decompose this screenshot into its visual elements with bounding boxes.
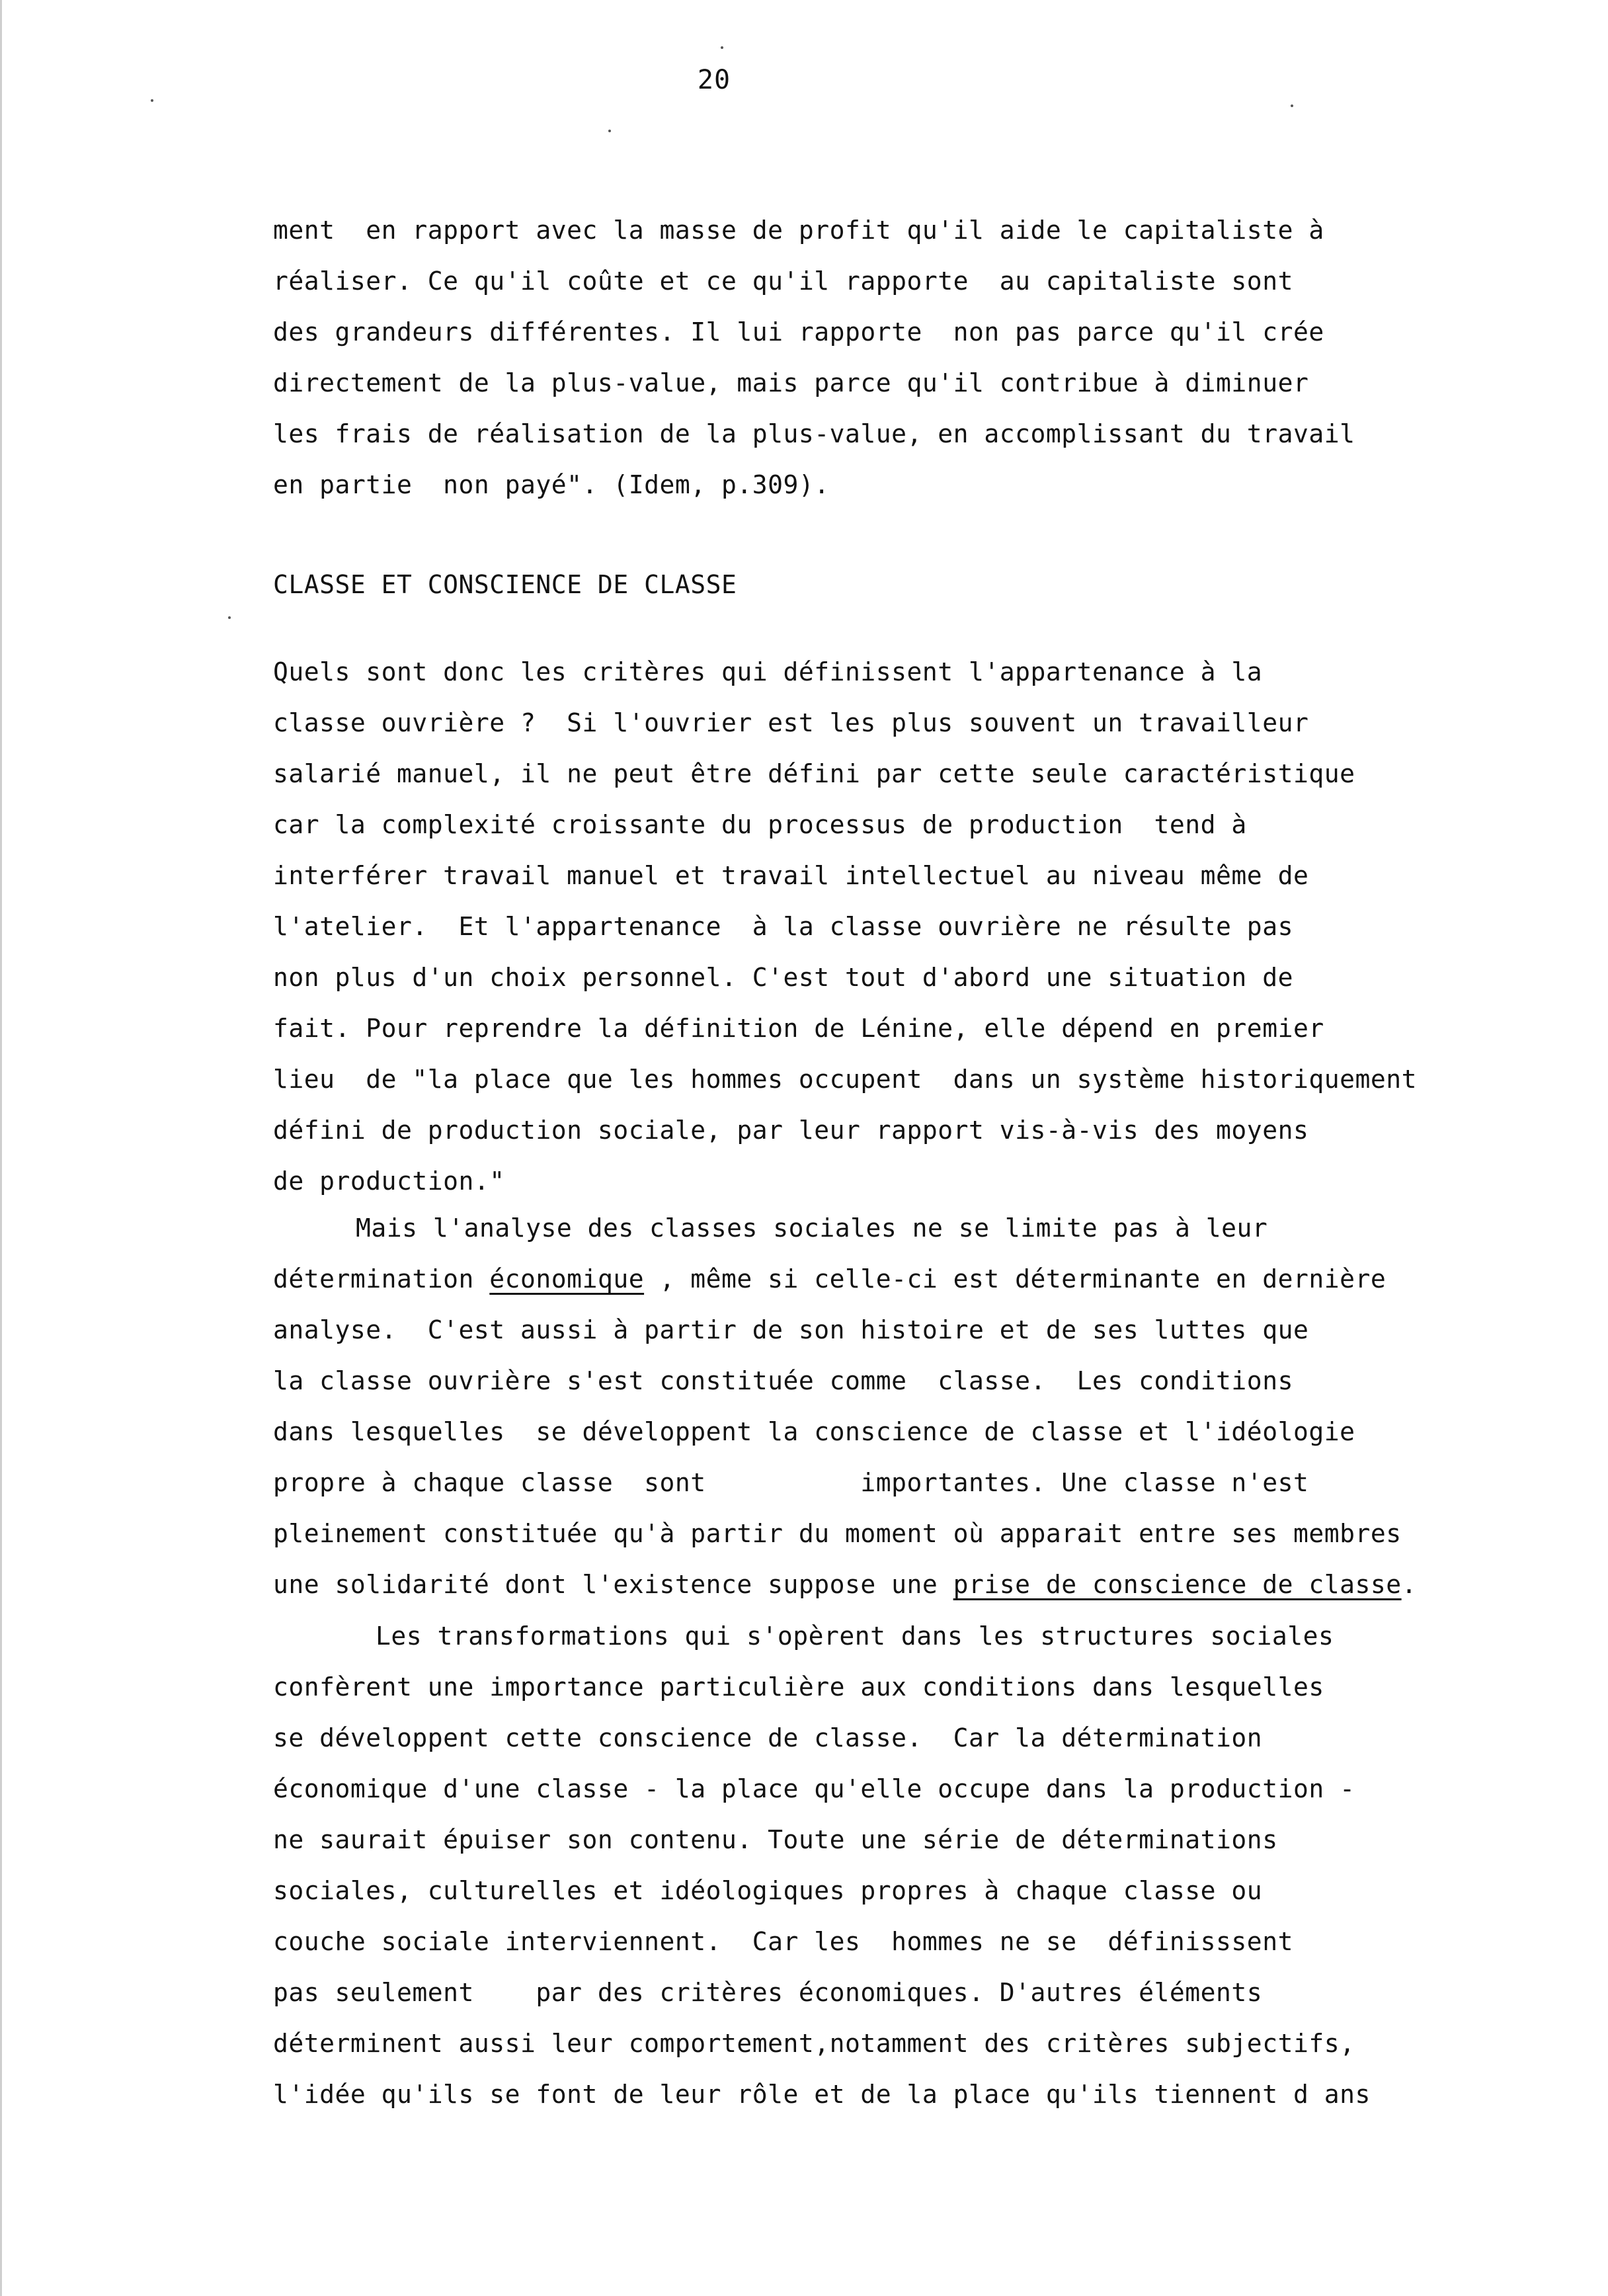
text-line: Quels sont donc les critères qui définissent l'appartenance à la [273,657,1263,686]
text-line: Les transformations qui s'opèrent dans les structures sociales [376,1621,1334,1651]
text-line: l'atelier. Et l'appartenance à la classe ouvrière ne résulte pas [273,912,1293,941]
scan-speck [151,99,153,102]
page-left-edge [0,0,2,2296]
paragraph-quote-end [273,205,1569,511]
text-line: pleinement constituée qu'à partir du moment où apparait entre ses membres [273,1519,1402,1548]
text-line: réaliser. Ce qu'il coûte et ce qu'il rapporte au capitaliste sont [273,266,1293,296]
text-line: ne saurait épuiser son contenu. Toute une série de déterminations [273,1825,1278,1854]
text-line: classe ouvrière ? Si l'ouvrier est les plus souvent un travailleur [273,708,1309,737]
text-line: propre à chaque classe sont importantes. Une classe n'est [273,1468,1309,1497]
paragraph-class-consciousness [273,1611,1569,2120]
text-line: économique d'une classe - la place qu'elle occupe dans la production - [273,1774,1355,1803]
text-line: les frais de réalisation de la plus-value, en accomplissant du travail [273,419,1355,448]
paragraph-class-analysis [273,1203,1569,1610]
text-line: l'idée qu'ils se font de leur rôle et de la place qu'ils tiennent d ans [273,2080,1371,2109]
text-line: sociales, culturelles et idéologiques propres à chaque classe ou [273,1876,1263,1905]
text-line: la classe ouvrière s'est constituée comme classe. Les conditions [273,1366,1293,1395]
section-heading: CLASSE ET CONSCIENCE DE CLASSE [273,570,737,599]
text-line: couche sociale interviennent. Car les hommes ne se définisssent [273,1927,1293,1956]
text-segment: détermination [273,1264,490,1293]
page-number: 20 [697,65,731,95]
text-line: analyse. C'est aussi à partir de son histoire et de ses luttes que [273,1315,1309,1344]
scan-speck [608,130,611,132]
text-line: fait. Pour reprendre la définition de Lénine, elle dépend en premier [273,1014,1324,1043]
text-line: confèrent une importance particulière aux conditions dans lesquelles [273,1672,1324,1702]
underlined-text: économique [489,1264,645,1293]
scan-speck [1291,104,1293,107]
text-line [273,1254,1569,1305]
text-segment: . [1401,1570,1417,1599]
underlined-text: prise de conscience de classe [953,1570,1402,1599]
paragraph-class-criteria [273,647,1569,1207]
text-line: défini de production sociale, par leur rapport vis-à-vis des moyens [273,1116,1309,1145]
text-line: de production." [273,1167,505,1196]
text-line: des grandeurs différentes. Il lui rapporte non pas parce qu'il crée [273,317,1324,347]
text-line: interférer travail manuel et travail intellectuel au niveau même de [273,861,1309,890]
text-line: ment en rapport avec la masse de profit qu'il aide le capitaliste à [273,216,1324,245]
text-line [273,1559,1569,1610]
text-line: déterminent aussi leur comportement,notamment des critères subjectifs, [273,2029,1355,2058]
text-line: en partie non payé". (Idem, p.309). [273,470,830,499]
text-line: car la complexité croissante du processus de production tend à [273,810,1247,839]
text-line: pas seulement par des critères économiques. D'autres éléments [273,1978,1263,2007]
text-segment: , même si celle-ci est déterminante en dernière [644,1264,1387,1293]
text-line: non plus d'un choix personnel. C'est tout d'abord une situation de [273,963,1293,992]
text-line: se développent cette conscience de classe. Car la détermination [273,1723,1263,1752]
text-line: dans lesquelles se développent la conscience de classe et l'idéologie [273,1417,1355,1446]
scan-speck [721,46,723,49]
text-line: Mais l'analyse des classes sociales ne se limite pas à leur [356,1213,1268,1243]
text-segment: une solidarité dont l'existence suppose une [273,1570,953,1599]
scan-speck [228,616,231,619]
text-line: lieu de "la place que les hommes occupent dans un système historiquement [273,1065,1417,1094]
text-line: salarié manuel, il ne peut être défini par cette seule caractéristique [273,759,1355,788]
text-line: directement de la plus-value, mais parce qu'il contribue à diminuer [273,368,1309,397]
